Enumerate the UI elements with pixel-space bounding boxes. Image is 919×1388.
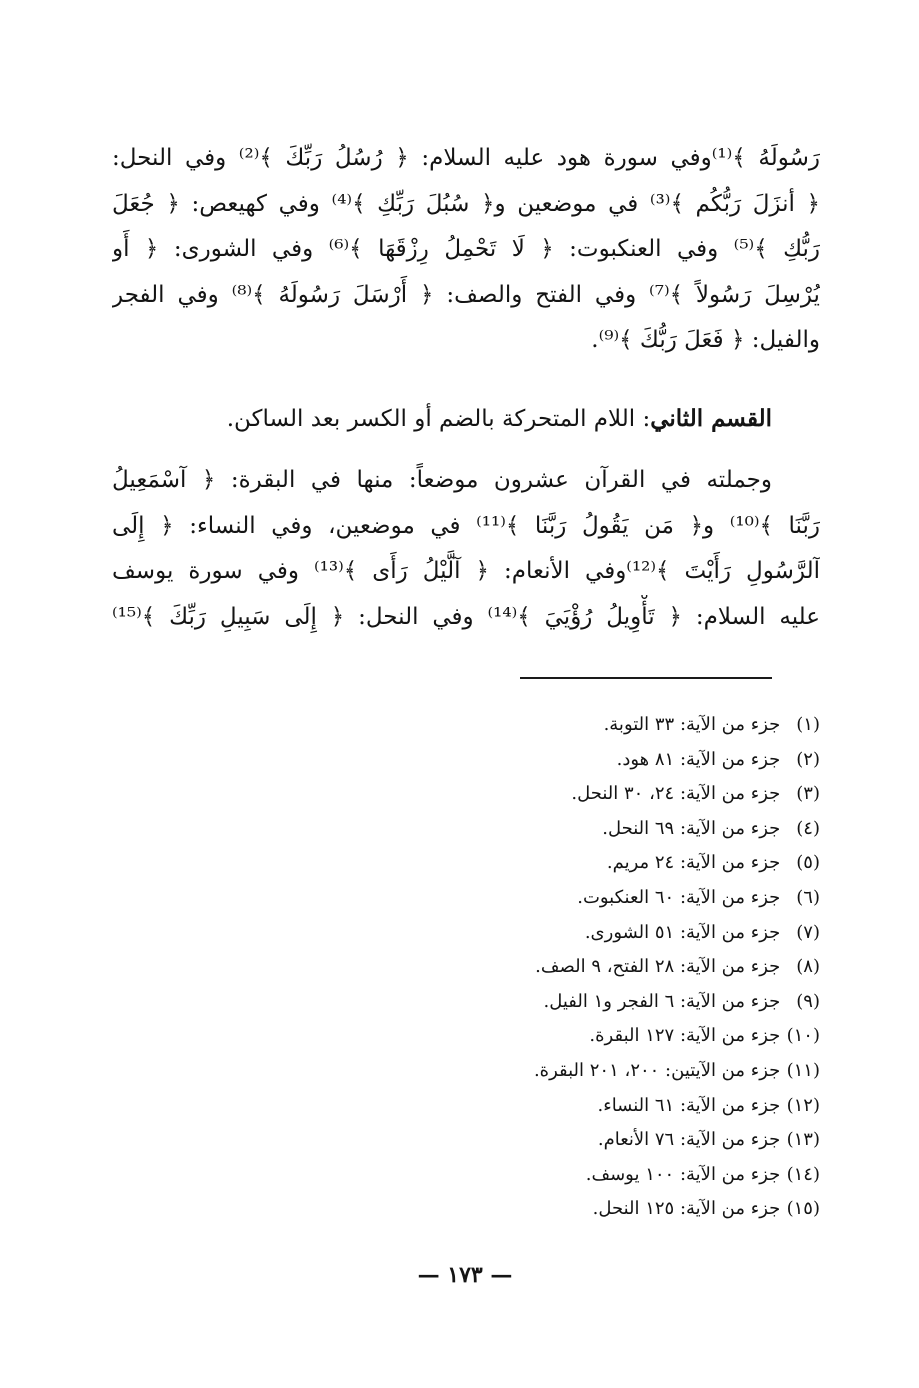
footnote-text: جزء من الآية: ٦ الفجر و١ الفيل. [543,990,781,1012]
footnote-text: جزء من الآية: ٢٤، ٣٠ النحل. [571,783,781,805]
footnote-item [400,950,820,985]
footnote-item [400,916,820,951]
footnote-item [400,743,820,778]
footnotes-list [400,708,820,1227]
footnote-number: (٣) [796,783,820,805]
paragraph-line: آلرَّسُولِ رَأَيْتَ ﴾⁽¹²⁾وفي الأنعام: ﴿ آلَّيْلُ رَأَى ﴾⁽¹³⁾ وفي سورة يوسف [112,558,820,584]
paragraph-line: ﴿ أنزَلَ رَبُّكُم ﴾⁽³⁾ في موضعين و﴿ سُبُلَ رَبِّكِ ﴾⁽⁴⁾ وفي كهيعص: ﴿ جُعَلَ [112,190,820,217]
footnote-item [400,1089,820,1124]
section-title: القسم الثاني [650,405,772,432]
footnote-number: (٨) [796,956,820,978]
footnote-text: جزء من الآية: ٨١ هود. [616,748,781,770]
footnote-number: (٢) [796,748,820,770]
footnote-item [400,846,820,881]
footnote-text: جزء من الآية: ٢٤ مريم. [606,852,781,874]
footnote-item [400,777,820,812]
paragraph-line: رَبَّنَا ﴾⁽¹⁰⁾ و﴿ مَن يَقُولُ رَبَّنَا ﴾⁽¹¹⁾ في موضعين، وفي النساء: ﴿ إِلَى [112,512,820,539]
footnote-item [400,812,820,847]
footnote-number: (١٥) [786,1198,820,1220]
footnote-item [400,708,820,743]
footnote-number: (٥) [796,852,820,874]
paragraph-second [112,458,820,640]
footnote-item [400,985,820,1020]
footnote-number: (١) [796,714,820,735]
section-heading-paragraph [112,396,820,443]
paragraph-line: رَبُّكِ ﴾⁽⁵⁾ وفي العنكبوت: ﴿ لَا تَحْمِلُ رِزْقَهَا ﴾⁽⁶⁾ وفي الشورى: ﴿ أَو [112,236,820,262]
footnote-text: جزء من الآية: ١٢٧ البقرة. [589,1025,781,1047]
footnote-text: جزء من الآية: ٥١ الشورى. [584,921,781,943]
footnote-number: (٩) [796,990,820,1012]
footnote-number: (١٣) [786,1129,820,1151]
section-heading-line [112,396,820,443]
footnote-item [400,1158,820,1193]
paragraph-line: وجملته في القرآن عشرون موضعاً: منها في البقرة: ﴿ آسْمَعِيلُ [112,467,772,493]
paragraph-line: رَسُولَهُ ﴾⁽¹⁾وفي سورة هود عليه السلام: ﴿ رُسُلُ رَبِّكَ ﴾⁽²⁾ وفي النحل: [112,145,820,171]
footnote-text: جزء من الآية: ٣٣ التوبة. [603,714,781,735]
footnote-number: (١٠) [786,1025,820,1047]
footnote-text: جزء من الآية: ٧٦ الأنعام. [597,1129,781,1151]
footnote-text: جزء من الآية: ٦٠ العنكبوت. [577,886,781,908]
footnote-divider [520,677,772,679]
footnote-text: جزء من الآية: ١٠٠ يوسف. [585,1163,781,1185]
section-title-description: : اللام المتحركة بالضم أو الكسر بعد الساكن. [226,406,651,432]
footnote-number: (١١) [786,1059,820,1081]
footnote-text: جزء من الآية: ٦١ النساء. [597,1094,781,1116]
paragraph-line: والفيل: ﴿ فَعَلَ رَبُّكَ ﴾⁽⁹⁾. [591,327,820,353]
footnote-number: (١٢) [786,1094,820,1116]
footnote-number: (٦) [796,886,820,908]
footnote-item [400,881,820,916]
footnote-item [400,1123,820,1158]
footnote-number: (٧) [796,921,820,943]
paragraph-line: عليه السلام: ﴿ تَأْوِيلُ رُؤْيَيَ ﴾⁽¹⁴⁾ وفي النحل: ﴿ إِلَى سَبِيلِ رَبِّكَ ﴾⁽¹⁵⁾ [112,603,820,630]
footnote-item [400,1054,820,1089]
page-number: — ١٧٣ — [417,1262,513,1288]
footnote-text: جزء من الآية: ٢٨ الفتح، ٩ الصف. [535,956,781,978]
paragraph-first [112,136,820,364]
footnote-number: (١٤) [786,1163,820,1185]
paragraph-line: يُرْسِلَ رَسُولاً ﴾⁽⁷⁾ وفي الفتح والصف: ﴿ أَرْسَلَ رَسُولَهُ ﴾⁽⁸⁾ وفي الفجر [112,281,820,308]
footnote-item [400,1192,820,1227]
footnote-item [400,1019,820,1054]
footnote-text: جزء من الآيتين: ٢٠٠، ٢٠١ البقرة. [533,1059,781,1081]
footnote-text: جزء من الآية: ١٢٥ النحل. [592,1198,781,1220]
footnote-text: جزء من الآية: ٦٩ النحل. [602,817,781,839]
footnote-number: (٤) [796,817,820,839]
